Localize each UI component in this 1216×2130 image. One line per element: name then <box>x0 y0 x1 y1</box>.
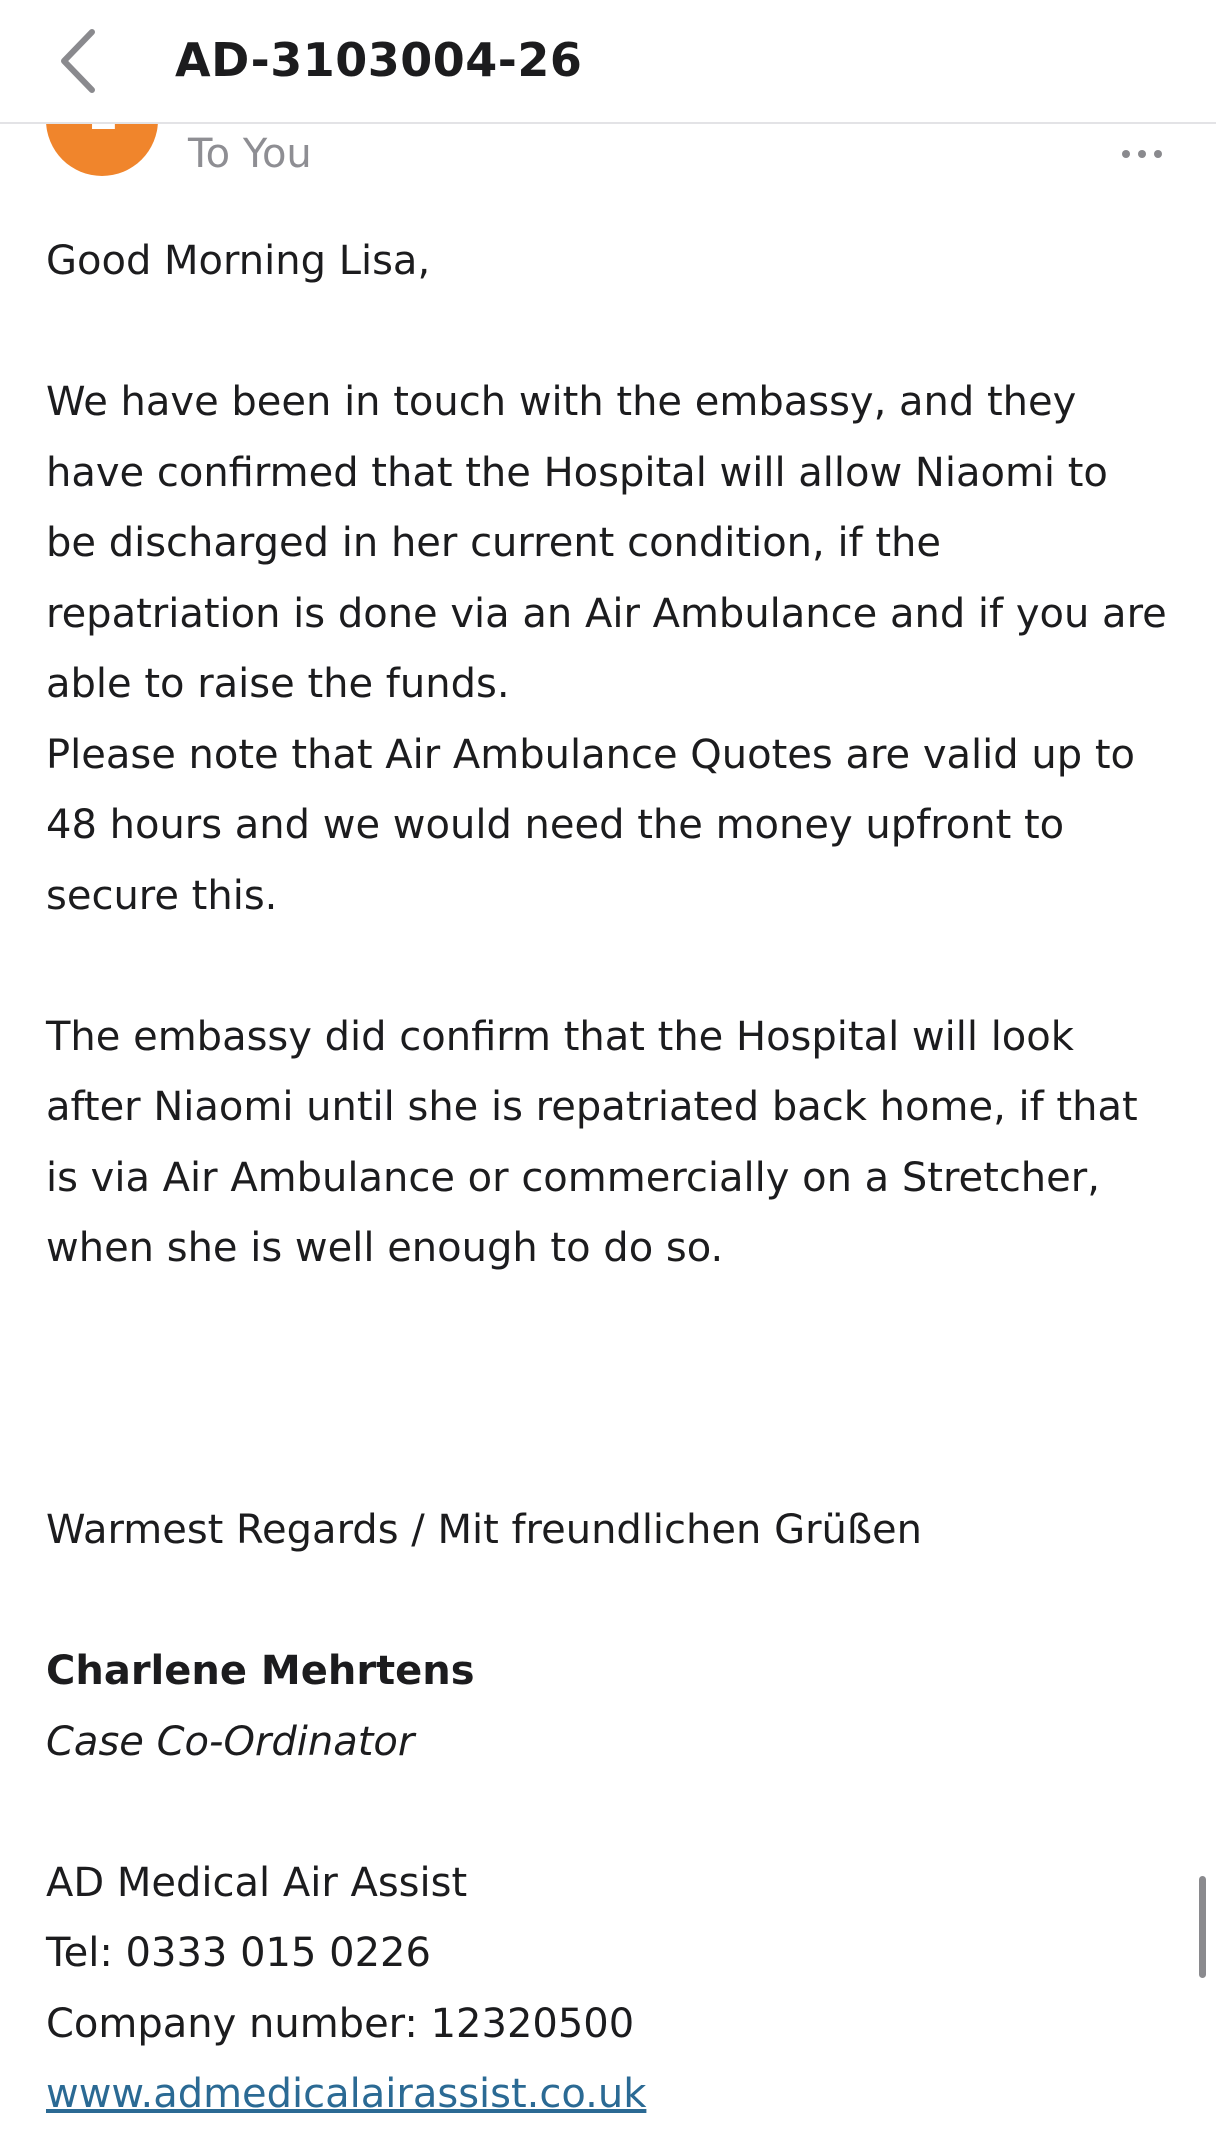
body-line: We have been in touch with the embassy, and they <box>46 379 1077 425</box>
scrollbar[interactable] <box>1199 1876 1206 1978</box>
more-options-button[interactable] <box>1118 136 1166 172</box>
body-line: repatriation is done via an Air Ambulance and if you are <box>46 590 1167 637</box>
closing-line: Warmest Regards / Mit freundlichen Grüßen <box>46 1507 923 1553</box>
page-title: AD-3103004-26 <box>175 33 583 87</box>
company-phone[interactable]: Tel: 0333 015 0226 <box>46 1930 431 1976</box>
body-line: 48 hours and we would need the money upfront to <box>46 802 1065 848</box>
body-line: have confirmed that the Hospital will allow Niaomi to <box>46 449 1108 496</box>
company-name: AD Medical Air Assist <box>46 1859 468 1906</box>
recipient-label: To You <box>188 131 312 177</box>
company-number: Company number: 12320500 <box>46 2000 635 2047</box>
body-line: is via Air Ambulance or commercially on a Stretcher, <box>46 1154 1100 1201</box>
signer-name: Charlene Mehrtens <box>46 1648 475 1694</box>
ellipsis-icon <box>1118 136 1166 172</box>
back-button[interactable] <box>50 26 110 96</box>
body-line: able to raise the funds. <box>46 661 510 707</box>
chevron-left-icon <box>50 26 110 96</box>
body-line: The embassy did confirm that the Hospital will look <box>46 1013 1074 1060</box>
body-line: be discharged in her current condition, if the <box>46 520 941 566</box>
body-line: after Niaomi until she is repatriated back home, if that <box>46 1084 1138 1130</box>
body-line: secure this. <box>46 872 278 919</box>
greeting: Good Morning Lisa, <box>46 238 431 284</box>
signer-role: Case Co-Ordinator <box>46 1718 415 1765</box>
body-line: when she is well enough to do so. <box>46 1225 724 1271</box>
website-link[interactable]: www.admedicalairassist.co.uk <box>46 2071 647 2117</box>
body-line: Please note that Air Ambulance Quotes are valid up to <box>46 731 1135 778</box>
header-bar <box>0 0 1216 124</box>
email-body <box>46 226 1176 2130</box>
